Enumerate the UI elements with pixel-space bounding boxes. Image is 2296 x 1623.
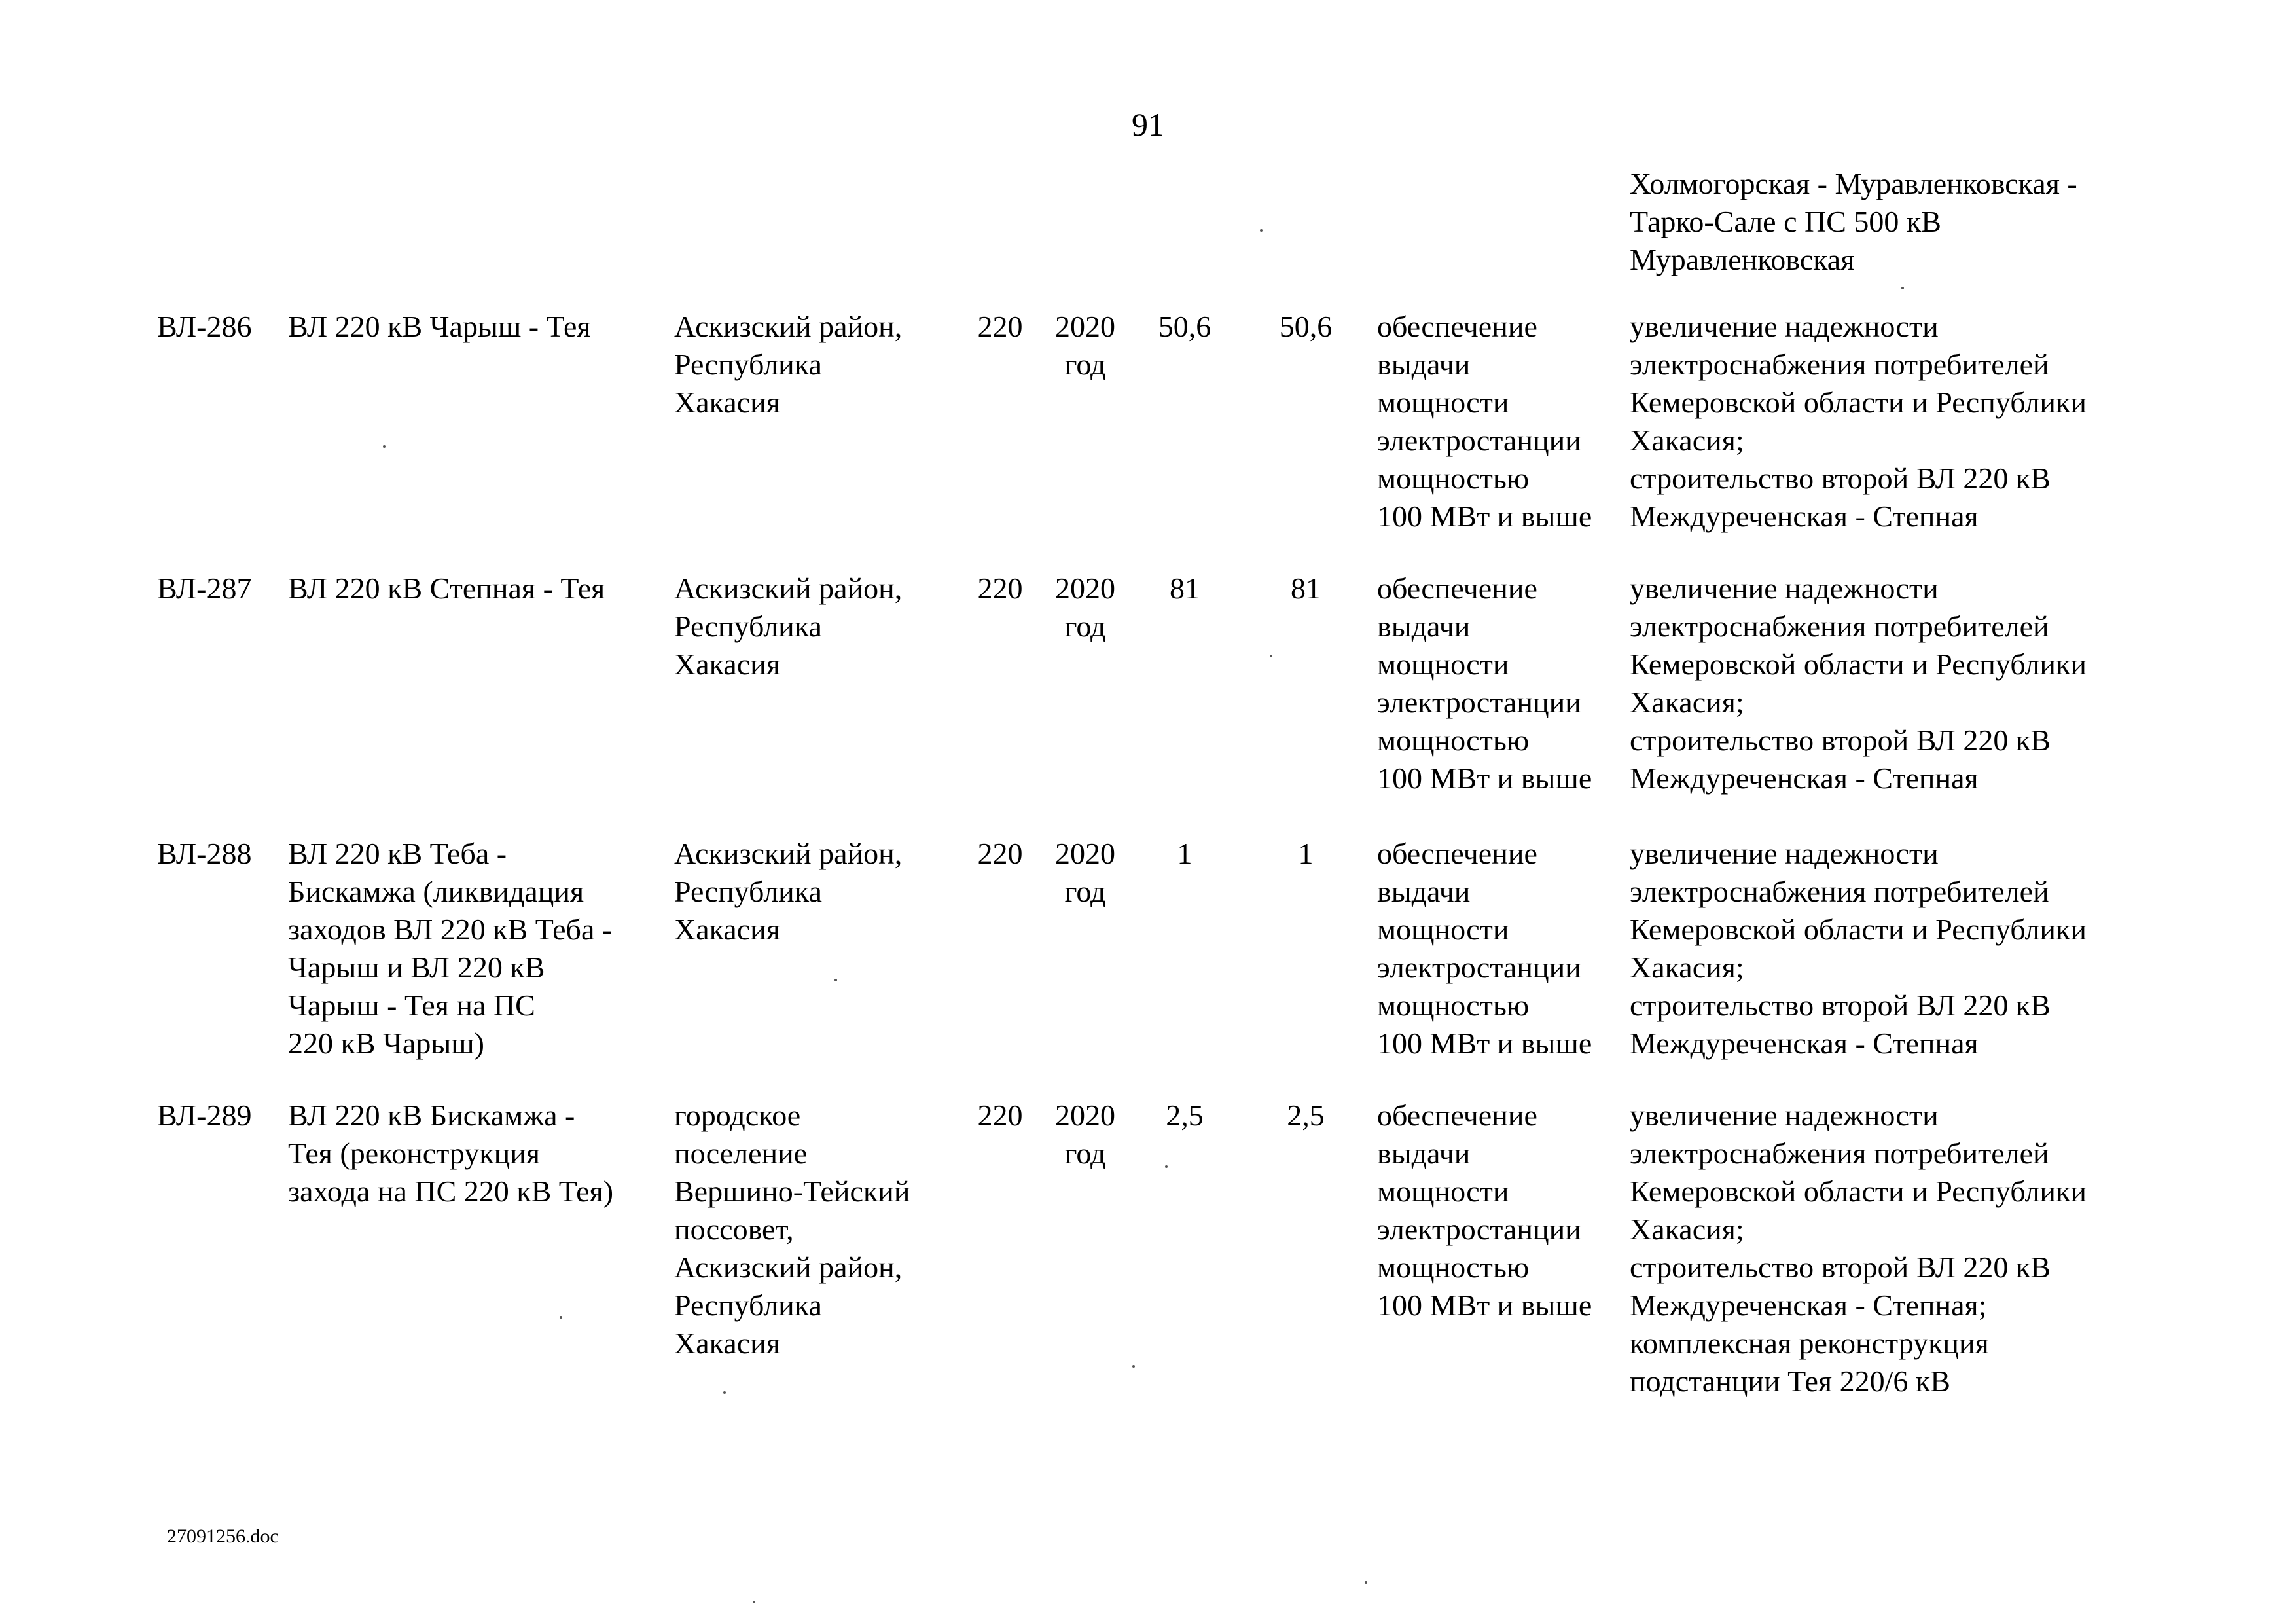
line-year: 2020 год [1055, 572, 1115, 643]
line-purpose: обеспечение выдачи мощности электростанции мощностью 100 МВт и выше [1377, 1099, 1592, 1322]
line-purpose: обеспечение выдачи мощности электростанции мощностью 100 МВт и выше [1377, 310, 1592, 533]
line-year: 2020 год [1055, 310, 1115, 381]
line-length-b: 2,5 [1287, 1099, 1325, 1132]
line-location: Аскизский район, Республика Хакасия [674, 310, 903, 419]
line-length-b: 1 [1298, 837, 1314, 870]
scan-speck [560, 1316, 562, 1319]
line-voltage: 220 [977, 310, 1023, 343]
scan-speck [1260, 229, 1263, 232]
line-code: ВЛ-287 [157, 572, 252, 605]
line-reason: увеличение надежности электроснабжения потребителей Кемеровской области и Республики Хакасия; строительство второй ВЛ 220 кВ Междуреченская - Степная [1630, 310, 2087, 533]
line-reason: увеличение надежности электроснабжения потребителей Кемеровской области и Республики Хакасия; строительство второй ВЛ 220 кВ Междуреченская - Степная; комплексная реконструкция подстанции Тея 220/6 кВ [1630, 1099, 2087, 1398]
line-length-b: 50,6 [1279, 310, 1333, 343]
line-reason: увеличение надежности электроснабжения потребителей Кемеровской области и Республики Хакасия; строительство второй ВЛ 220 кВ Междуреченская - Степная [1630, 837, 2087, 1060]
line-voltage: 220 [977, 1099, 1023, 1132]
scan-speck [1270, 655, 1272, 657]
line-length-a: 50,6 [1158, 310, 1211, 343]
line-purpose: обеспечение выдачи мощности электростанции мощностью 100 МВт и выше [1377, 572, 1592, 795]
line-length-a: 81 [1170, 572, 1200, 605]
continued-text: Холмогорская - Муравленковская - Тарко-Сале с ПС 500 кВ Муравленковская [1630, 167, 2077, 276]
scan-speck [753, 1601, 755, 1603]
line-code: ВЛ-289 [157, 1099, 252, 1132]
line-name: ВЛ 220 кВ Бискамжа - Тея (реконструкция захода на ПС 220 кВ Тея) [288, 1099, 614, 1208]
line-code: ВЛ-286 [157, 310, 252, 343]
line-name: ВЛ 220 кВ Чарыш - Тея [288, 310, 591, 343]
scan-speck [1165, 1165, 1168, 1168]
line-reason: увеличение надежности электроснабжения потребителей Кемеровской области и Республики Хакасия; строительство второй ВЛ 220 кВ Междуреченская - Степная [1630, 572, 2087, 795]
scan-speck [1901, 287, 1904, 289]
page-number: 91 [1132, 106, 1164, 143]
scan-speck [723, 1391, 726, 1394]
scan-speck [834, 979, 837, 981]
line-name: ВЛ 220 кВ Степная - Тея [288, 572, 605, 605]
line-code: ВЛ-288 [157, 837, 252, 870]
line-length-b: 81 [1291, 572, 1321, 605]
line-length-a: 1 [1177, 837, 1193, 870]
line-length-a: 2,5 [1166, 1099, 1204, 1132]
line-year: 2020 год [1055, 1099, 1115, 1170]
footer-filename: 27091256.doc [167, 1525, 279, 1547]
scan-speck [1132, 1365, 1135, 1368]
line-location: городское поселение Вершино-Тейский поссовет, Аскизский район, Республика Хакасия [674, 1099, 910, 1360]
line-voltage: 220 [977, 572, 1023, 605]
line-location: Аскизский район, Республика Хакасия [674, 572, 903, 681]
line-name: ВЛ 220 кВ Теба - Бискамжа (ликвидация заходов ВЛ 220 кВ Теба - Чарыш и ВЛ 220 кВ Чарыш - Тея на ПС 220 кВ Чарыш) [288, 837, 613, 1060]
line-voltage: 220 [977, 837, 1023, 870]
line-purpose: обеспечение выдачи мощности электростанции мощностью 100 МВт и выше [1377, 837, 1592, 1060]
scan-speck [1365, 1581, 1367, 1584]
line-year: 2020 год [1055, 837, 1115, 908]
line-location: Аскизский район, Республика Хакасия [674, 837, 903, 946]
scan-speck [383, 445, 386, 448]
